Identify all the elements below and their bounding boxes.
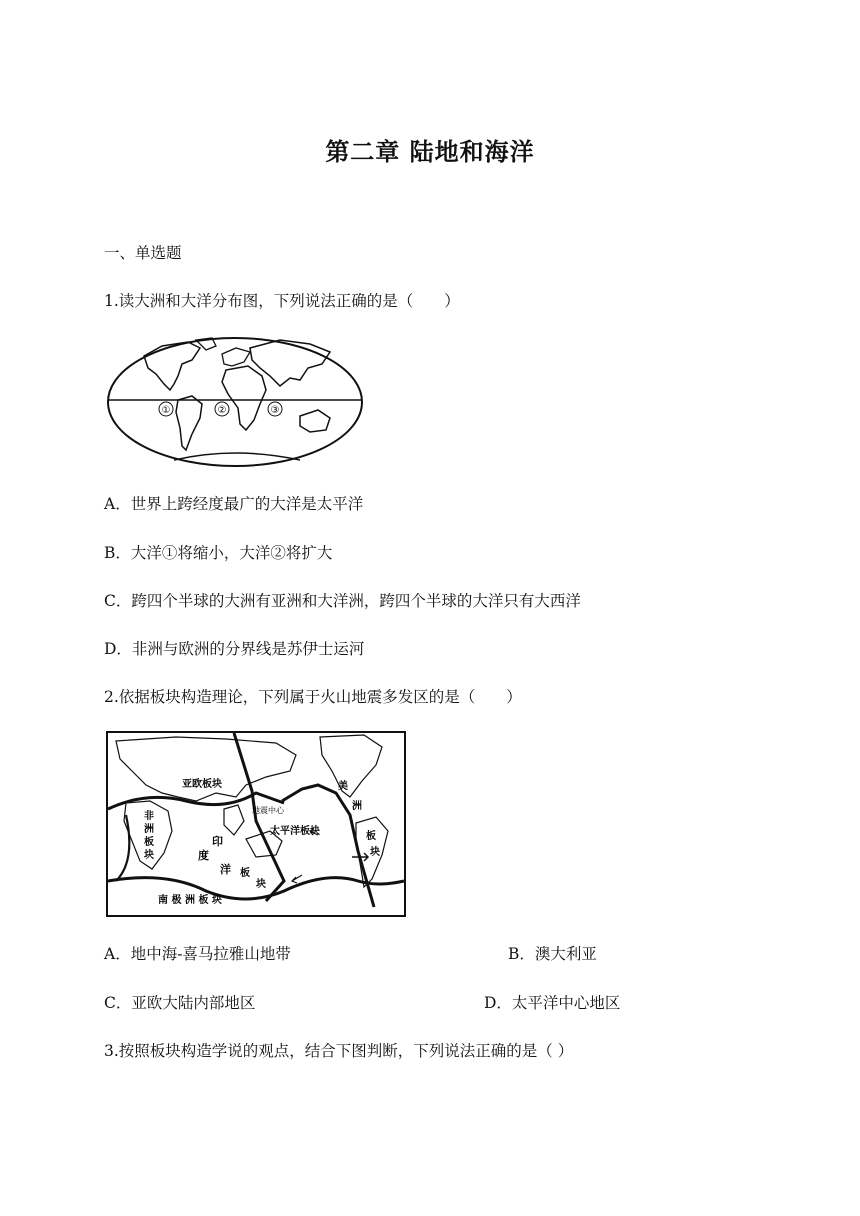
america-plate-label-4: 块	[370, 847, 380, 858]
q1-option-a[interactable]: A．世界上跨经度最广的大洋是太平洋	[104, 495, 364, 513]
quake-center-label: 地震中心	[252, 806, 284, 815]
eurasian-plate-label: 亚欧板块	[182, 779, 222, 790]
indian-plate-label-4: 板	[240, 868, 250, 879]
pacific-plate-label: 太平洋板块	[270, 826, 320, 837]
world-continents-oceans-map	[104, 334, 366, 470]
q1-option-c[interactable]: C．跨四个半球的大洲有亚洲和大洋洲，跨四个半球的大洋只有大西洋	[104, 592, 581, 610]
plate-tectonics-map	[106, 731, 406, 917]
ocean-label-2: ②	[217, 405, 227, 416]
ocean-label-1: ①	[161, 405, 171, 416]
antarctic-plate-label: 南 极 洲 板 块	[158, 895, 222, 906]
question-2-stem: 2.依据板块构造理论，下列属于火山地震多发区的是（ ）	[104, 688, 522, 706]
america-plate-label-2: 洲	[352, 801, 362, 812]
america-plate-label-1: 美	[338, 781, 348, 792]
indian-plate-label-2: 度	[198, 849, 209, 862]
q2-option-a[interactable]: A．地中海-喜马拉雅山地带	[104, 945, 291, 963]
indian-plate-label-5: 块	[256, 879, 266, 890]
indian-plate-label-3: 洋	[220, 863, 231, 876]
indian-plate-label-1: 印	[212, 835, 223, 848]
question-1-stem: 1.读大洲和大洋分布图，下列说法正确的是（ ）	[104, 292, 460, 310]
africa-plate-label-1: 非	[144, 811, 154, 822]
section-heading: 一、单选题	[104, 244, 182, 262]
q2-option-b[interactable]: B．澳大利亚	[508, 945, 597, 963]
africa-plate-label-4: 块	[144, 850, 154, 861]
q2-option-c[interactable]: C．亚欧大陆内部地区	[104, 994, 256, 1012]
q1-option-b[interactable]: B．大洋①将缩小，大洋②将扩大	[104, 544, 333, 562]
america-plate-label-3: 板	[366, 831, 376, 842]
question-3-stem: 3.按照板块构造学说的观点，结合下图判断，下列说法正确的是（ ）	[104, 1042, 574, 1060]
page-title: 第二章 陆地和海洋	[325, 138, 535, 166]
q2-option-d[interactable]: D．太平洋中心地区	[484, 994, 621, 1012]
africa-plate-label-3: 板	[144, 837, 154, 848]
q1-option-d[interactable]: D．非洲与欧洲的分界线是苏伊士运河	[104, 640, 365, 658]
africa-plate-label-2: 洲	[144, 824, 154, 835]
ocean-label-3: ③	[270, 405, 280, 416]
